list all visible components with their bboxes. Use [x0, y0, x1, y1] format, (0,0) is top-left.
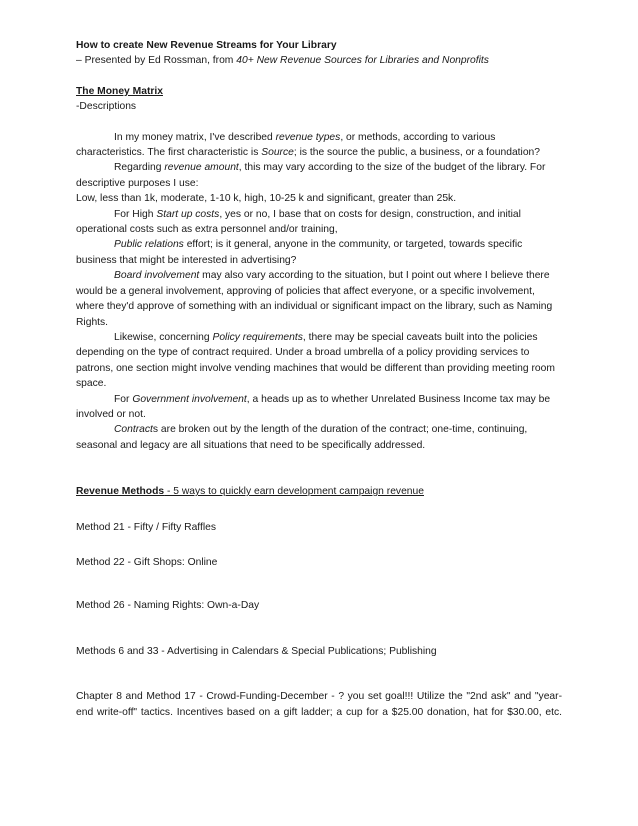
revenue-methods-heading: Revenue Methods - 5 ways to quickly earn development campaign revenue	[76, 486, 424, 498]
paragraph-contracts: Contracts are broken out by the length of the duration of the contract; one-time, continuing, seasonal and legacy are all situations that need to be specifically addressed.	[76, 424, 528, 451]
byline-prefix: – Presented by Ed Rossman, from	[76, 55, 237, 67]
document-title: How to create New Revenue Streams for Your Library	[76, 40, 337, 51]
document-page	[76, 38, 562, 720]
paragraph-revenue-types: In my money matrix, I've described revenue types, or methods, according to various characteristics. The first characteristic is Source; is the source the public, a business, or a foundation?	[76, 131, 540, 159]
byline	[76, 53, 562, 68]
paragraph-revenue-amount: Regarding revenue amount, this may vary according to the size of the budget of the library. For descriptive purposes I use:	[76, 162, 546, 189]
paragraph-amount-levels: Low, less than 1k, moderate, 1-10 k, high, 10-25 k and significant, greater than 25k.	[76, 193, 457, 205]
method-item: Method 26 - Naming Rights: Own-a-Day	[76, 600, 260, 612]
paragraph-policy-requirements: Likewise, concerning Policy requirements, there may be special caveats built into the policies depending on the type of contract required. Under a broad umbrella of a policy providing services to patrons, one section might involve vending machines that would be different than providing meeting room space.	[76, 331, 555, 390]
paragraph-startup-costs: For High Start up costs, yes or no, I base that on costs for design, construction, and initial operational costs such as extra personnel and/or training,	[76, 208, 521, 236]
paragraph-government-involvement: For Government involvement, a heads up as to whether Unrelated Business Income tax may be involved or not.	[76, 393, 551, 420]
paragraph-public-relations: Public relations effort; is it general, anyone in the community, or targeted, towards specific business that might be interested in advertising?	[76, 239, 523, 266]
method-item: Method 21 - Fifty / Fifty Raffles	[76, 521, 217, 533]
money-matrix-subheading: -Descriptions	[76, 101, 137, 113]
method-item: Methods 6 and 33 - Advertising in Calendars & Special Publications; Publishing	[76, 645, 437, 657]
money-matrix-heading: The Money Matrix	[76, 85, 163, 97]
crowd-funding-paragraph: Chapter 8 and Method 17 - Crowd-Funding-December - ? you set goal!!! Utilize the "2nd ask" and "year-end write-off" tactics. Incentives based on a gift ladder; a cup for a $25.00 donation, hat for $30.00, etc.	[76, 691, 562, 718]
method-item: Method 22 - Gift Shops: Online	[76, 556, 218, 568]
paragraph-board-involvement: Board involvement may also vary according to the situation, but I point out where I believe there would be a general involvement, approving of policies that affect everyone, or a specific involvement, where they'd approve of something with an individual or significant impact on the library, such as Naming Rights.	[76, 270, 553, 328]
byline-source: 40+ New Revenue Sources for Libraries and Nonprofits	[236, 55, 489, 67]
